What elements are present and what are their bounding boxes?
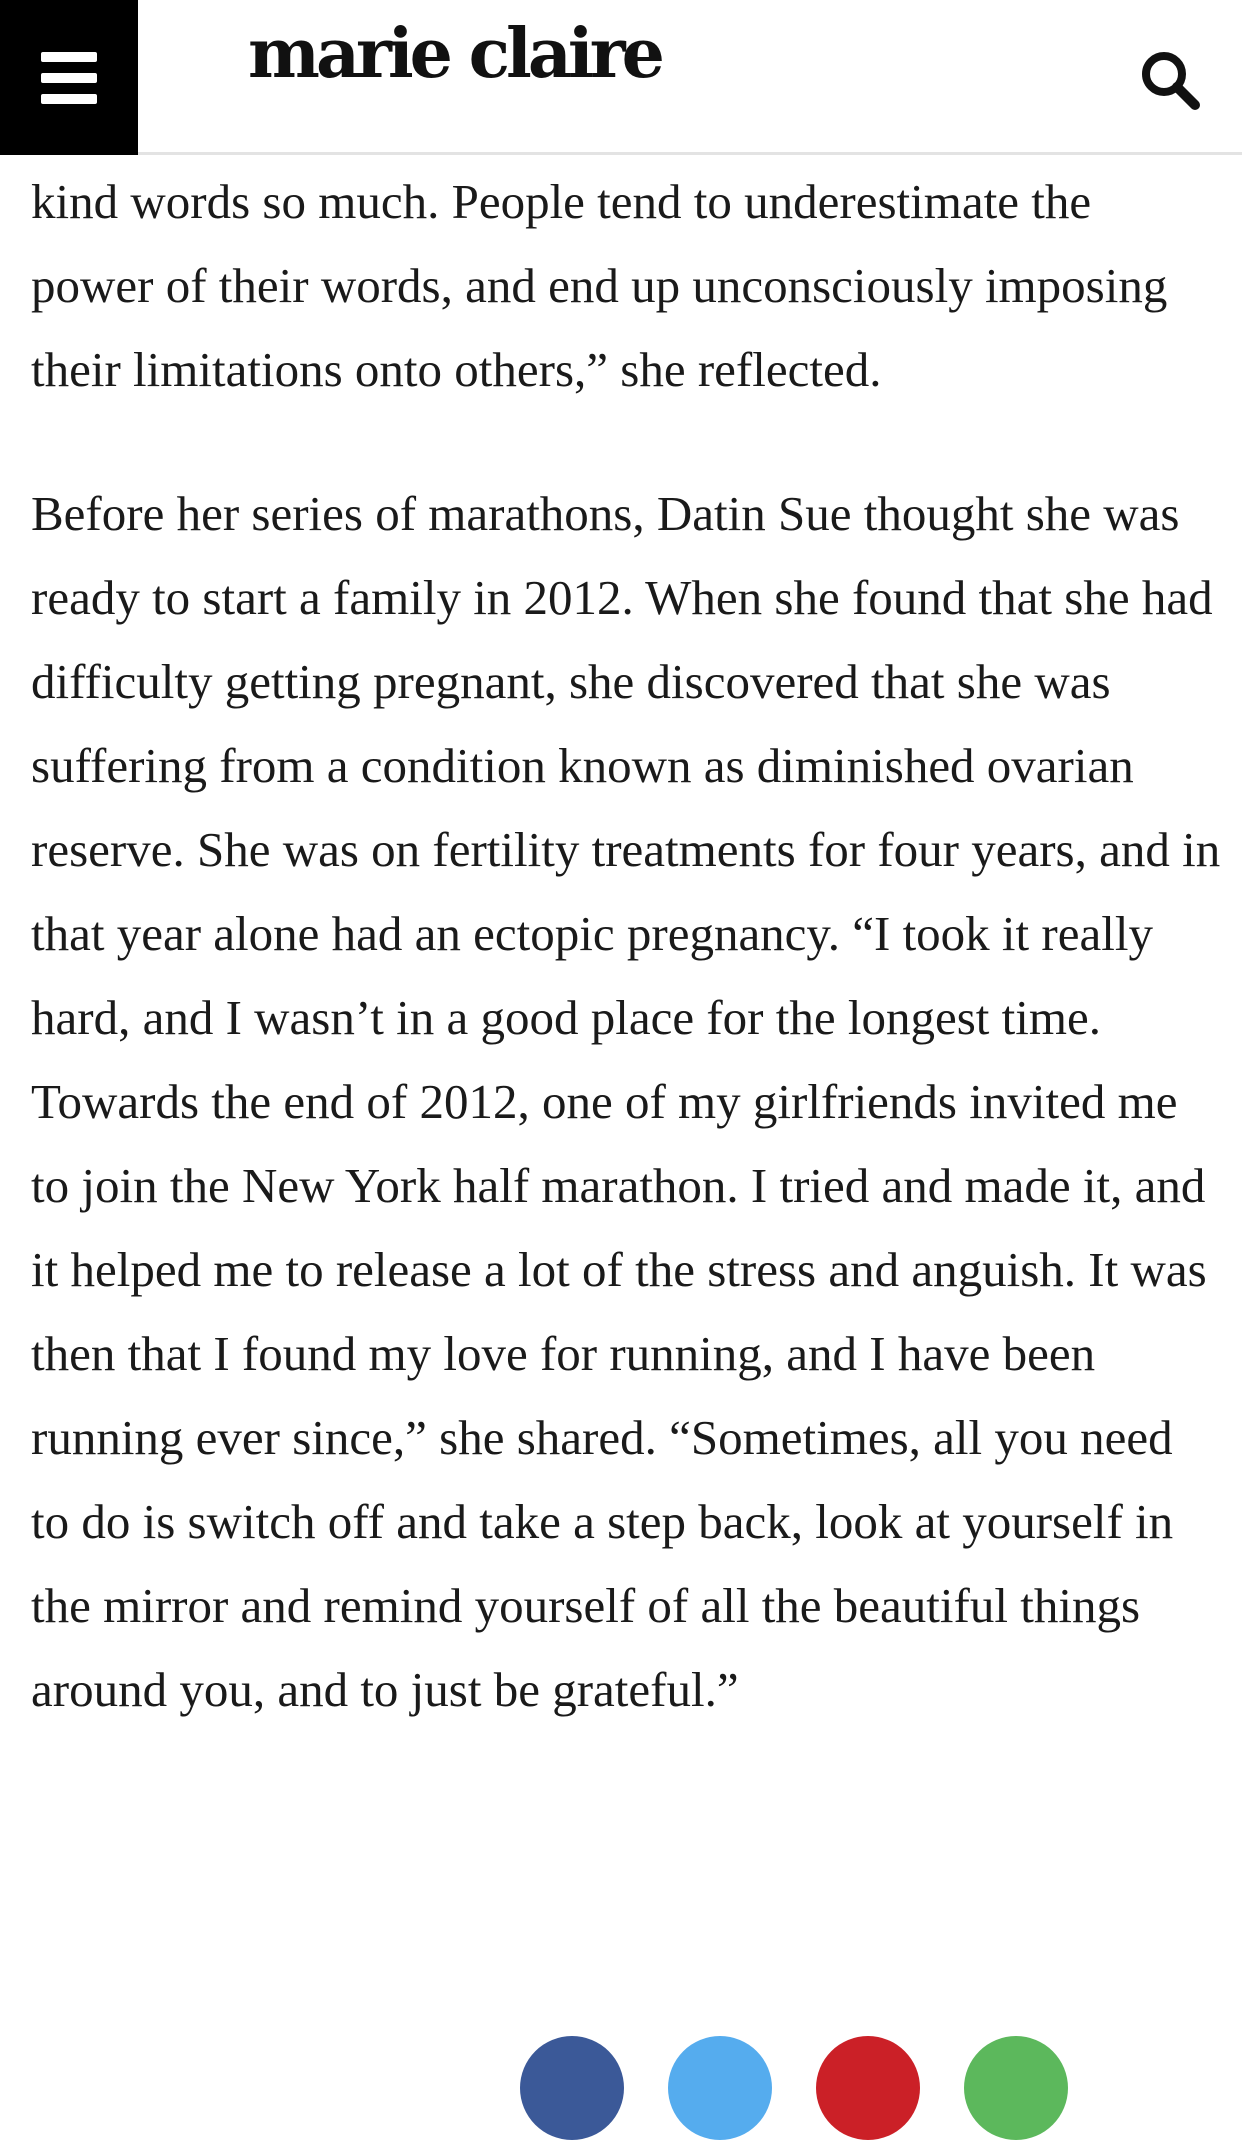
article-body [31,160,1221,1792]
article-paragraph: Before her series of marathons, Datin Sue thought she was ready to start a family in 2012. When she found that she had difficulty getting pregnant, she discovered that she was suffering from a condition known as diminished ovarian reserve. She was on fertility treatments for four years, and in that year alone had an ectopic pregnancy. “I took it really hard, and I wasn’t in a good place for the longest time. Towards the end of 2012, one of my girlfriends invited me to join the New York half marathon. I tried and made it, and it helped me to release a lot of the stress and anguish. It was then that I found my love for running, and I have been running ever since,” she shared. “Sometimes, all you need to do is switch off and take a step back, look at yourself in the mirror and remind yourself of all the beautiful things around you, and to just be grateful.” [31,486,1221,1717]
twitter-share-icon[interactable] [668,2036,772,2140]
pinterest-share-icon[interactable] [816,2036,920,2140]
menu-bar [41,52,97,62]
site-logo[interactable]: marie claire [248,14,661,94]
menu-bar [41,94,97,104]
hamburger-menu-icon[interactable] [0,0,138,155]
whatsapp-share-icon[interactable] [964,2036,1068,2140]
search-icon[interactable] [1138,48,1202,112]
menu-bar [41,73,97,83]
facebook-share-icon[interactable] [520,2036,624,2140]
top-header [0,0,1242,155]
share-bar [520,2036,1068,2140]
article-paragraph: kind words so much. People tend to underestimate the power of their words, and end up unconsciously imposing their limitations onto others,” she reflected. [31,174,1168,397]
